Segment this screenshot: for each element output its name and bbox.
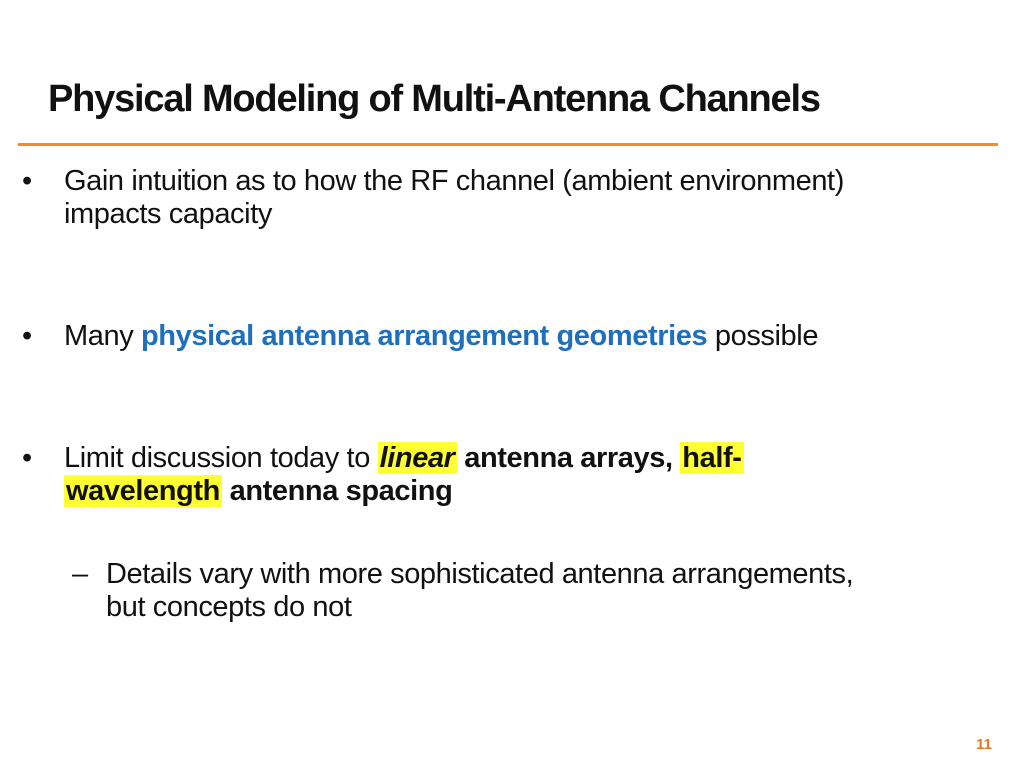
slide-title: Physical Modeling of Multi-Antenna Channels bbox=[48, 78, 820, 120]
highlight-wavelength: wavelength bbox=[66, 475, 220, 507]
bullet-text bbox=[64, 442, 744, 508]
title-divider bbox=[18, 143, 998, 146]
bullet-geometries bbox=[22, 320, 982, 356]
text-run-bold: antenna arrays, bbox=[456, 442, 681, 474]
sub-bullet-details bbox=[72, 558, 992, 628]
sub-bullet-marker: – bbox=[72, 558, 88, 590]
bullet-line: but concepts do not bbox=[106, 591, 352, 623]
bullet-line: Details vary with more sophisticated antenna arrangements, bbox=[106, 558, 854, 590]
bullet-text bbox=[64, 320, 818, 353]
bullet-line: impacts capacity bbox=[64, 198, 272, 230]
text-run-bold: antenna spacing bbox=[221, 475, 453, 507]
text-run: Many bbox=[64, 320, 141, 352]
bullet-marker: • bbox=[22, 165, 32, 197]
bullet-intuition bbox=[22, 165, 982, 235]
bullet-limit-discussion bbox=[22, 442, 982, 512]
bullet-line bbox=[64, 442, 744, 475]
bullet-marker: • bbox=[22, 320, 32, 352]
bullet-marker: • bbox=[22, 442, 32, 474]
text-run: Limit discussion today to bbox=[64, 442, 378, 474]
emphasized-phrase: physical antenna arrangement geometries bbox=[140, 320, 708, 352]
highlight-linear: linear bbox=[379, 442, 455, 474]
bullet-line: Gain intuition as to how the RF channel (ambient environment) bbox=[64, 165, 844, 197]
page-number: 11 bbox=[976, 736, 992, 753]
bullet-line bbox=[64, 475, 744, 508]
text-run: possible bbox=[707, 320, 819, 352]
highlight-half: half- bbox=[682, 442, 742, 474]
bullet-text bbox=[106, 558, 853, 624]
bullet-text bbox=[64, 165, 844, 231]
